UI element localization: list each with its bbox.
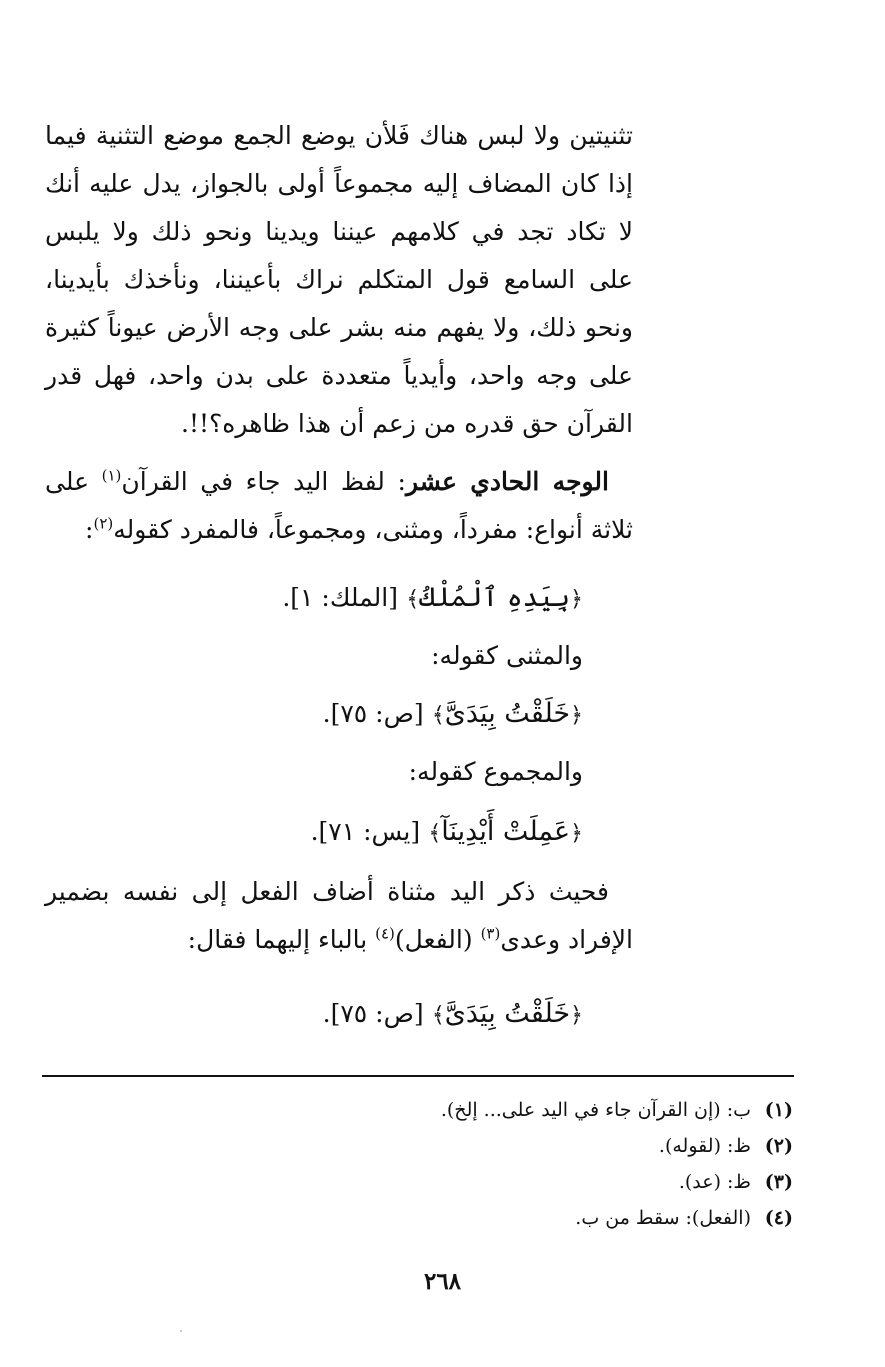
footnote-4 (173, 1200, 793, 1236)
verse-text: خَلَقْتُ بِيَدَىَّ (444, 698, 571, 729)
verse-reference: [ص: ٧٥]. (322, 999, 424, 1028)
footnote-number: (٤) (764, 1207, 793, 1229)
scan-speck (180, 1330, 182, 1332)
paragraph-text: : لفظ اليد جاء في القرآن (121, 467, 406, 496)
quran-verse-plural (311, 812, 583, 854)
verse-text: عَمِلَتْ أَيْدِينَآ (441, 816, 571, 847)
verse-text: خَلَقْتُ بِيَدَىَّ (444, 998, 571, 1029)
quran-verse-dual-repeat (323, 994, 583, 1036)
ornate-bracket-open: ﴿ (570, 821, 583, 846)
footnote-ref-3[interactable]: (٣) (480, 924, 501, 943)
ornate-bracket-close: ﴾ (406, 587, 420, 612)
footnote-text: ظ: (لقوله). (658, 1135, 751, 1157)
footnote-2 (173, 1128, 793, 1164)
ornate-bracket-open: ﴿ (570, 1003, 583, 1028)
page-number: ٢٦٨ (423, 1268, 462, 1295)
footnote-1 (173, 1092, 793, 1128)
verse-reference: [ص: ٧٥]. (322, 699, 424, 728)
ornate-bracket-close: ﴾ (431, 703, 445, 728)
footnote-ref-1[interactable]: (١) (101, 466, 122, 485)
paragraph-dual-explanation (45, 868, 633, 964)
verse-reference: [الملك: ١]. (282, 583, 398, 612)
ornate-bracket-open: ﴿ (570, 587, 583, 612)
ornate-bracket-close: ﴾ (431, 1003, 445, 1028)
paragraph-text: تثنيتين ولا لبس هناك فَلأن يوضع الجمع موضع التثنية فيما إذا كان المضاف إليه مجموعاً أولى بالجواز، يدل عليه أنك لا تكاد تجد في كلامهم عيننا ويدينا ونحو ذلك ولا يلبس على السامع قول المتكلم نراك بأعيننا، ونأخذك بأيدينا، ونحو ذلك، ولا يفهم منه بشر على وجه الأرض عيوناً كثيرة على وجه واحد، وأيدياً متعددة على بدن واحد، فهل قدر القرآن حق قدره من زعم أن هذا ظاهره؟!!. (45, 121, 633, 438)
quran-verse-singular (282, 578, 583, 620)
verse-text: بِيَدِهِ ٱلْمُلْكُ (419, 582, 571, 613)
section-heading: الوجه الحادي عشر (405, 467, 609, 496)
intro-plural: والمجموع كقوله: (408, 757, 583, 786)
paragraph-text: : (85, 515, 94, 544)
paragraph-text: فحيث ذكر اليد مثناة أضاف الفعل إلى نفسه بضمير الإفراد وعدى (45, 877, 633, 954)
quran-verse-dual (323, 694, 583, 736)
ornate-bracket-open: ﴿ (570, 703, 583, 728)
paragraph-text: (الفعل) (394, 925, 481, 954)
footnote-3 (173, 1164, 793, 1200)
footnote-number: (١) (764, 1099, 793, 1121)
footnote-ref-4[interactable]: (٤) (375, 924, 395, 943)
footnote-text: (الفعل): سقط من ب. (575, 1207, 751, 1229)
footnote-number: (٣) (764, 1171, 793, 1193)
footnotes (173, 1092, 793, 1236)
footnote-divider (42, 1075, 794, 1077)
paragraph-text: على ثلاثة أنواع: مفرداً، ومثنى، ومجموعاً، فالمفرد كقوله (45, 467, 633, 544)
footnote-number: (٢) (764, 1135, 793, 1157)
paragraph-continuation (45, 112, 633, 448)
footnote-text: ب: (إن القرآن جاء في اليد على... إلخ). (440, 1099, 751, 1121)
intro-dual: والمثنى كقوله: (431, 641, 583, 670)
footnote-ref-2[interactable]: (٢) (93, 514, 114, 533)
footnote-text: ظ: (عد). (678, 1171, 751, 1193)
ornate-bracket-close: ﴾ (428, 821, 442, 846)
verse-reference: [يس: ٧١]. (310, 817, 421, 846)
paragraph-eleventh-aspect (45, 458, 633, 554)
paragraph-text: بالباء إليهما فقال: (187, 925, 376, 954)
